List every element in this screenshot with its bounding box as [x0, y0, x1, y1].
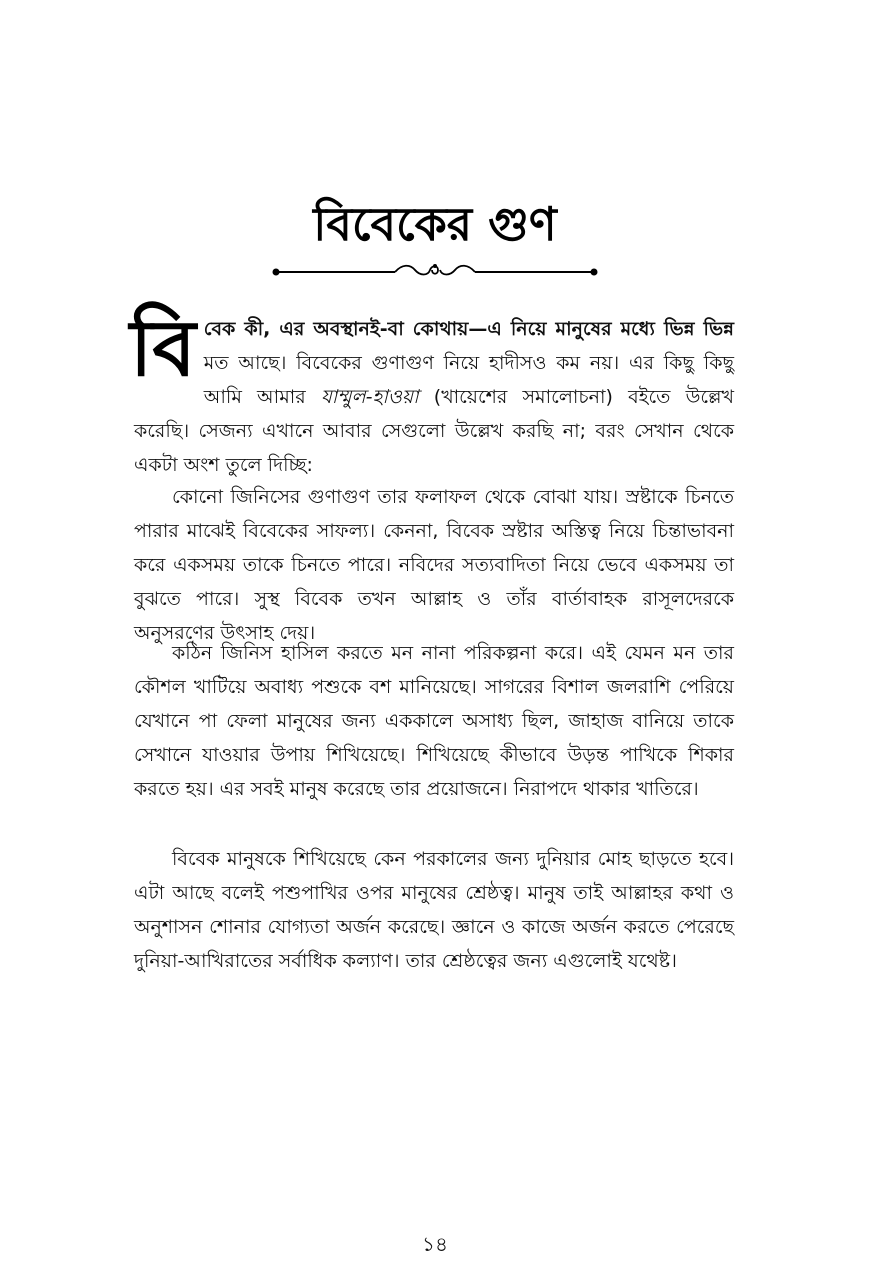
intro-lead-text: বেক কী, এর অবস্থানই-বা কোথায়—এ নিয়ে মানুষের মধ্যে ভিন্ন ভিন্ন [203, 318, 734, 340]
quote-paragraph-3: বিবেক মানুষকে শিখিয়েছে কেন পরকালের জন্য দুনিয়ার মোহ ছাড়তে হবে। এটা আছে বলেই পশুপাখির ওপর মানুষের শ্রেষ্ঠত্ব। মানুষ তাই আল্লাহর কথা ও অনুশাসন শোনার যোগ্যতা অর্জন করেছে। জ্ঞানে ও কাজে অর্জন করতে পেরেছে দুনিয়া-আখিরাতের সর্বাধিক কল্যাণ। তার শ্রেষ্ঠত্বের জন্য এগুলোই যথেষ্ট। [134, 848, 734, 972]
chapter-title: বিবেকের গুণ [313, 197, 557, 251]
title-divider-ornament [270, 258, 600, 286]
intro-text-before-book: মত আছে। বিবেকের গুণাগুণ নিয়ে হাদীসও কম নয়। এর কিছু কিছু আমি আমার [203, 352, 734, 408]
drop-cap: বি [130, 303, 196, 394]
intro-paragraph [130, 303, 734, 482]
page-number: ১৪ [422, 1232, 448, 1256]
intro-text-after-book: (খায়েশের সমালোচনা) বইতে উল্লেখ করেছি। সেজন্য এখানে আবার সেগুলো উল্লেখ করছি না; বরং সেখান থেকে একটা অংশ তুলে দিচ্ছি: [134, 386, 734, 476]
book-title: যাম্মুল-হাওয়া [320, 386, 419, 408]
quote-paragraph-2: কঠিন জিনিস হাসিল করতে মন নানা পরিকল্পনা করে। এই যেমন মন তার কৌশল খাটিয়ে অবাধ্য পশুকে বশ মানিয়েছে। সাগরের বিশাল জলরাশি পেরিয়ে যেখানে পা ফেলা মানুষের জন্য এককালে অসাধ্য ছিল, জাহাজ বানিয়ে তাকে সেখানে যাওয়ার উপায় শিখিয়েছে। শিখিয়েছে কীভাবে উড়ন্ত পাখিকে শিকার করতে হয়। এর সবই মানুষ করেছে তার প্রয়োজনে। নিরাপদে থাকার খাতিরে। [134, 642, 734, 800]
quote-paragraph-1: কোনো জিনিসের গুণাগুণ তার ফলাফল থেকে বোঝা যায়। স্রষ্টাকে চিনতে পারার মাঝেই বিবেকের সাফল্য। কেননা, বিবেক স্রষ্টার অস্তিত্ব নিয়ে চিন্তাভাবনা করে একসময় তাকে চিনতে পারে। নবিদের সত্যবাদিতা নিয়ে ভেবে একসময় তা বুঝতে পারে। সুস্থ বিবেক তখন আল্লাহ ও তাঁর বার্তাবাহক রাসূলদেরকে অনুসরণের উৎসাহ দেয়। [134, 486, 734, 644]
